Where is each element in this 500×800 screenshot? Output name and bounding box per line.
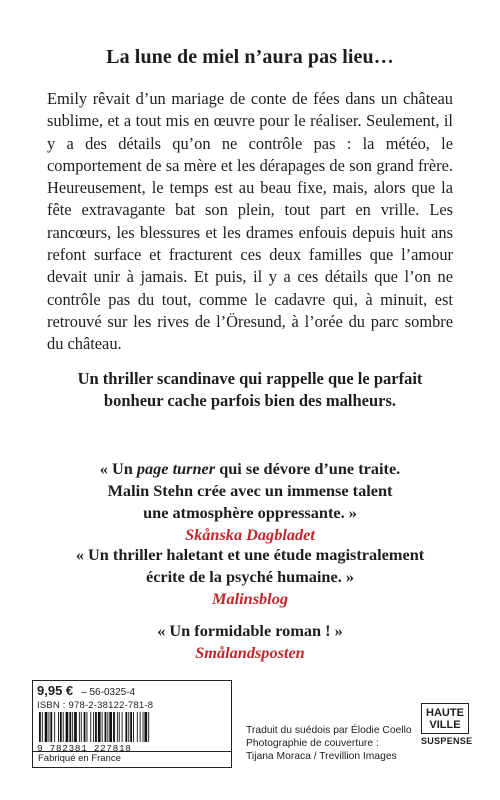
credits-line: Traduit du suédois par Élodie Coello [246,725,412,736]
quote-italic-text: page turner [136,459,216,478]
price: 9,95 € [37,683,74,698]
credits-line: Photographie de couverture : [246,738,379,750]
quote-source: Malinsblog [211,589,288,608]
credits-line: Tijana Moraca / Trevillion Images [246,751,397,763]
quote-line: écrite de la psyché humaine. » [145,567,354,586]
review-quote-2 [40,544,460,610]
logo-subtitle: SUSPENSE [421,736,473,746]
review-quote-3 [40,620,460,664]
synopsis-paragraph: Emily rêvait d’un mariage de conte de fées dans un château sublime, et a tout mis en œuvre pour le réaliser. Seulement, il y a des détails qu’on ne contrôle pas : la météo, le comportement de sa mère et les dérapages de son grand frère. Heureusement, le temps est au beau fixe, mais, alors que la fête extravagante bat son plein, tout part en vrille. Les rancœurs, les blessures et les drames enfouis depuis huit ans refont surface et fracturent ces deux familles que l’amour devait unir à jamais. Et puis, il y a ces détails que l’on ne contrôle pas du tout, comme le cadavre qui, à minuit, est retrouvé sur les rives de l’Öresund, à l’orée du parc sombre du château. [47,89,453,354]
quote-source: Skånska Dagbladet [185,525,315,544]
quote-line [40,458,460,480]
isbn: ISBN : 978-2-38122-781-8 [37,700,154,711]
publisher-logo-box [421,703,469,734]
publisher-logo [421,703,473,746]
tagline [40,368,460,412]
quote-line: Malin Stehn crée avec un immense talent [107,481,393,500]
price-row [37,683,135,698]
made-in-label: Fabriqué en France [33,751,231,767]
logo-text: VILLE [429,719,461,731]
logo-text: HAUTE [426,707,464,719]
quote-line: « Un formidable roman ! » [157,621,343,640]
barcode-box [32,680,232,768]
quote-line: une atmosphère oppressante. » [143,503,357,522]
product-code: – 56-0325-4 [81,687,136,698]
tagline-line: Un thriller scandinave qui rappelle que le parfait [77,369,423,388]
quote-text: « Un [99,459,137,478]
barcode-icon [37,712,187,742]
review-quote-1 [40,458,460,546]
quote-text: qui se dévore d’une traite. [215,459,401,478]
barcode-digits: 9 782381 227818 [37,743,132,754]
quote-line: « Un thriller haletant et une étude magistralement [75,545,425,564]
tagline-line: bonheur cache parfois bien des malheurs. [103,391,397,410]
quote-source: Smålandsposten [195,643,305,662]
back-cover-headline: La lune de miel n’aura pas lieu… [106,46,394,68]
credits [246,724,412,764]
